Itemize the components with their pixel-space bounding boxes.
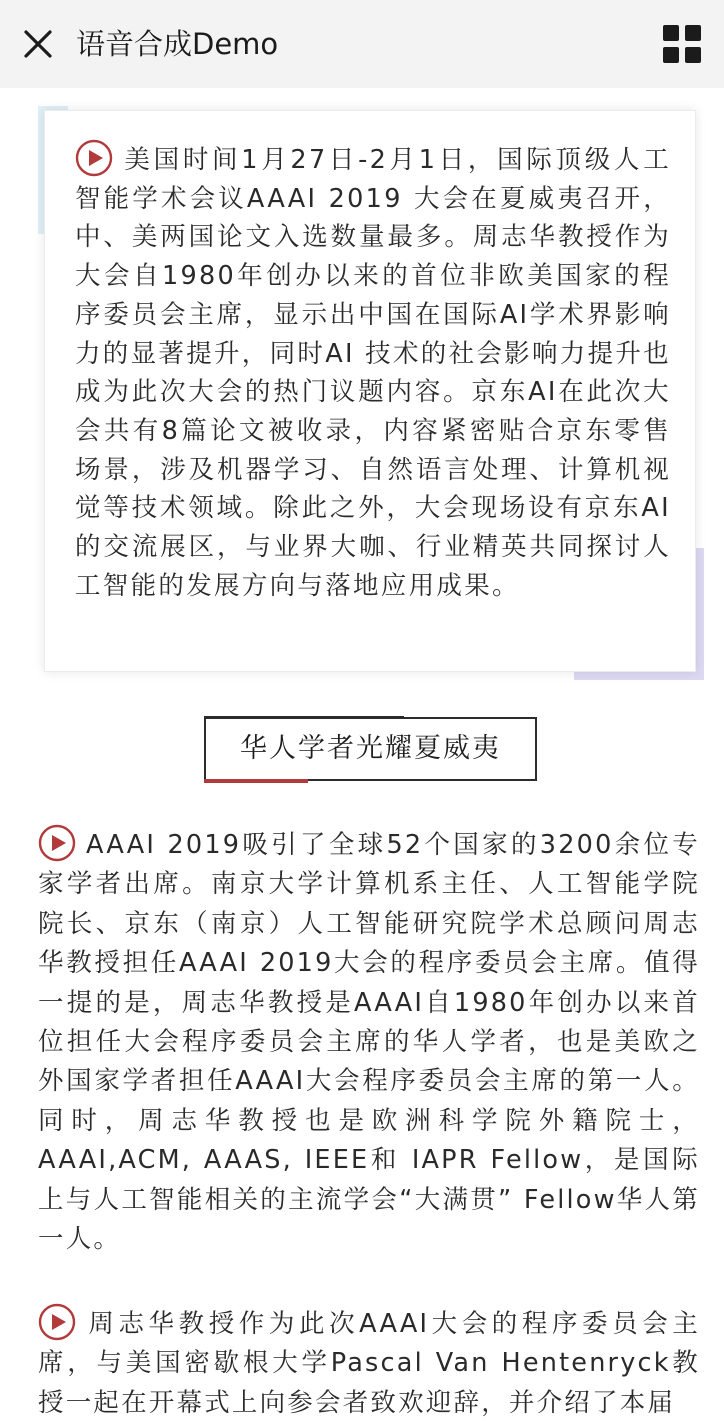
- intro-section: [0, 100, 724, 690]
- page-title: 语音合成Demo: [76, 27, 279, 61]
- section-header: [204, 717, 537, 781]
- article-paragraph: [38, 1305, 700, 1423]
- intro-text: 美国时间1月27日-2月1日，国际顶级人工智能学术会议AAAI 2019 大会在夏威夷召开，中、美两国论文入选数量最多。周志华教授作为大会自1980年创办以来的首位非欧美国家的程序委员会主席，显示出中国在国际AI学术界影响力的显著提升，同时AI 技术的社会影响力提升也成为此次大会的热门议题内容。京东AI在此次大会共有8篇论文被收录，内容紧密贴合京东零售场景，涉及机器学习、自然语言处理、计算机视觉等技术领域。除此之外，大会现场设有京东AI的交流展区，与业界大咖、行业精英共同探讨人工智能的发展方向与落地应用成果。: [75, 145, 671, 601]
- intro-card: [44, 110, 696, 672]
- play-audio-icon[interactable]: [38, 1303, 76, 1341]
- intro-paragraph: [75, 141, 671, 605]
- paragraph-text: AAAI 2019吸引了全球52个国家的3200余位专家学者出席。南京大学计算机系主任、人工智能学院院长、京东（南京）人工智能研究院学术总顾问周志华教授担任AAAI 2019大会的程序委员会主席。值得一提的是，周志华教授是AAAI自1980年创办以来首位担任大会程序委员会主席的华人学者，也是美欧之外国家学者担任AAAI大会程序委员会主席的第一人。同时，周志华教授也是欧洲科学院外籍院士，AAAI,ACM, AAAS, IEEE和 IAPR Fellow，是国际上与人工智能相关的主流学会“大满贯” Fellow华人第一人。: [38, 830, 700, 1255]
- article-paragraph: [38, 826, 700, 1259]
- section-header-accent-bar: [204, 779, 308, 783]
- grid-menu-icon[interactable]: [660, 22, 704, 66]
- close-icon[interactable]: [16, 22, 60, 66]
- play-audio-icon[interactable]: [38, 824, 76, 862]
- section-title: 华人学者光耀夏威夷: [240, 733, 501, 764]
- top-nav-bar: [0, 0, 724, 88]
- play-audio-icon[interactable]: [75, 139, 113, 177]
- paragraph-text: 周志华教授作为此次AAAI大会的程序委员会主席，与美国密歇根大学Pascal Van Hentenryck教授一起在开幕式上向参会者致欢迎辞，并介绍了本届: [38, 1309, 700, 1418]
